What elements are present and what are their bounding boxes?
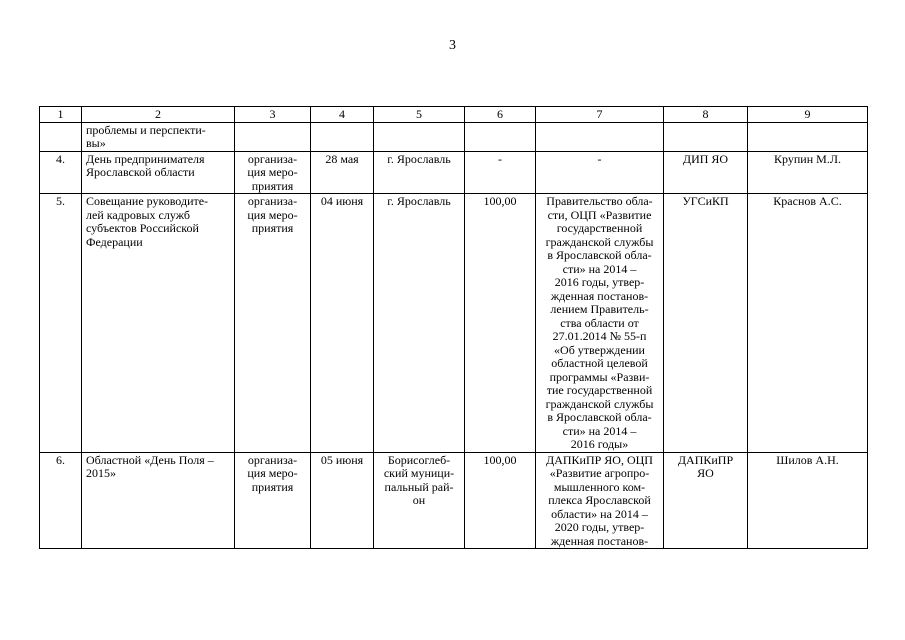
header-cell-7: 7 [536, 107, 664, 123]
event-type: организа- ция меро- приятия [235, 452, 311, 549]
event-type: организа- ция меро- приятия [235, 194, 311, 453]
funding-source: ДАПКиПР ЯО, ОЦП «Развитие агропро- мышленного ком- плекса Ярославской области» на 2014 – 2020 годы, утвер- жденная постанов- [536, 452, 664, 549]
table-row [40, 452, 868, 549]
event-name: Областной «День Поля – 2015» [82, 452, 235, 549]
table-row [40, 194, 868, 453]
responsible-dept: УГСиКП [664, 194, 748, 453]
table-row [40, 151, 868, 194]
header-cell-2: 2 [82, 107, 235, 123]
page-number: 3 [449, 38, 456, 53]
table-body [40, 107, 868, 549]
funding-source: Правительство обла- сти, ОЦП «Развитие государственной гражданской службы в Ярославской обла- сти» на 2014 – 2016 годы, утвер- жденная постанов- лением Правитель- ства области от 27.01.2014 № 55-п «Об утверждении областной целевой программы «Разви- тие государственной гражданской службы в Ярославской обла- сти» на 2014 – 2016 годы» [536, 194, 664, 453]
table-row [40, 122, 868, 151]
event-place: г. Ярославль [374, 151, 465, 194]
header-cell-9: 9 [748, 107, 868, 123]
responsible-dept: ДИП ЯО [664, 151, 748, 194]
event-date: 04 июня [311, 194, 374, 453]
event-place [374, 122, 465, 151]
event-name: День предпринимателя Ярославской области [82, 151, 235, 194]
event-date [311, 122, 374, 151]
row-number: 5. [40, 194, 82, 453]
header-cell-1: 1 [40, 107, 82, 123]
header-cell-4: 4 [311, 107, 374, 123]
row-number [40, 122, 82, 151]
event-name: Совещание руководите- лей кадровых служб субъектов Российской Федерации [82, 194, 235, 453]
event-amount [465, 122, 536, 151]
row-number: 4. [40, 151, 82, 194]
responsible-person [748, 122, 868, 151]
event-place: г. Ярославль [374, 194, 465, 453]
header-row [40, 107, 868, 123]
responsible-person: Краснов А.С. [748, 194, 868, 453]
responsible-dept [664, 122, 748, 151]
event-date: 05 июня [311, 452, 374, 549]
event-type [235, 122, 311, 151]
event-type: организа- ция меро- приятия [235, 151, 311, 194]
event-amount: - [465, 151, 536, 194]
row-number: 6. [40, 452, 82, 549]
event-date: 28 мая [311, 151, 374, 194]
header-cell-8: 8 [664, 107, 748, 123]
header-cell-3: 3 [235, 107, 311, 123]
header-cell-5: 5 [374, 107, 465, 123]
events-table [39, 106, 868, 549]
event-amount: 100,00 [465, 452, 536, 549]
header-cell-6: 6 [465, 107, 536, 123]
event-place: Борисоглеб- ский муници- пальный рай- он [374, 452, 465, 549]
responsible-person: Крупин М.Л. [748, 151, 868, 194]
responsible-person: Шилов А.Н. [748, 452, 868, 549]
event-name: проблемы и перспекти- вы» [82, 122, 235, 151]
responsible-dept: ДАПКиПР ЯО [664, 452, 748, 549]
event-amount: 100,00 [465, 194, 536, 453]
funding-source: - [536, 151, 664, 194]
funding-source [536, 122, 664, 151]
